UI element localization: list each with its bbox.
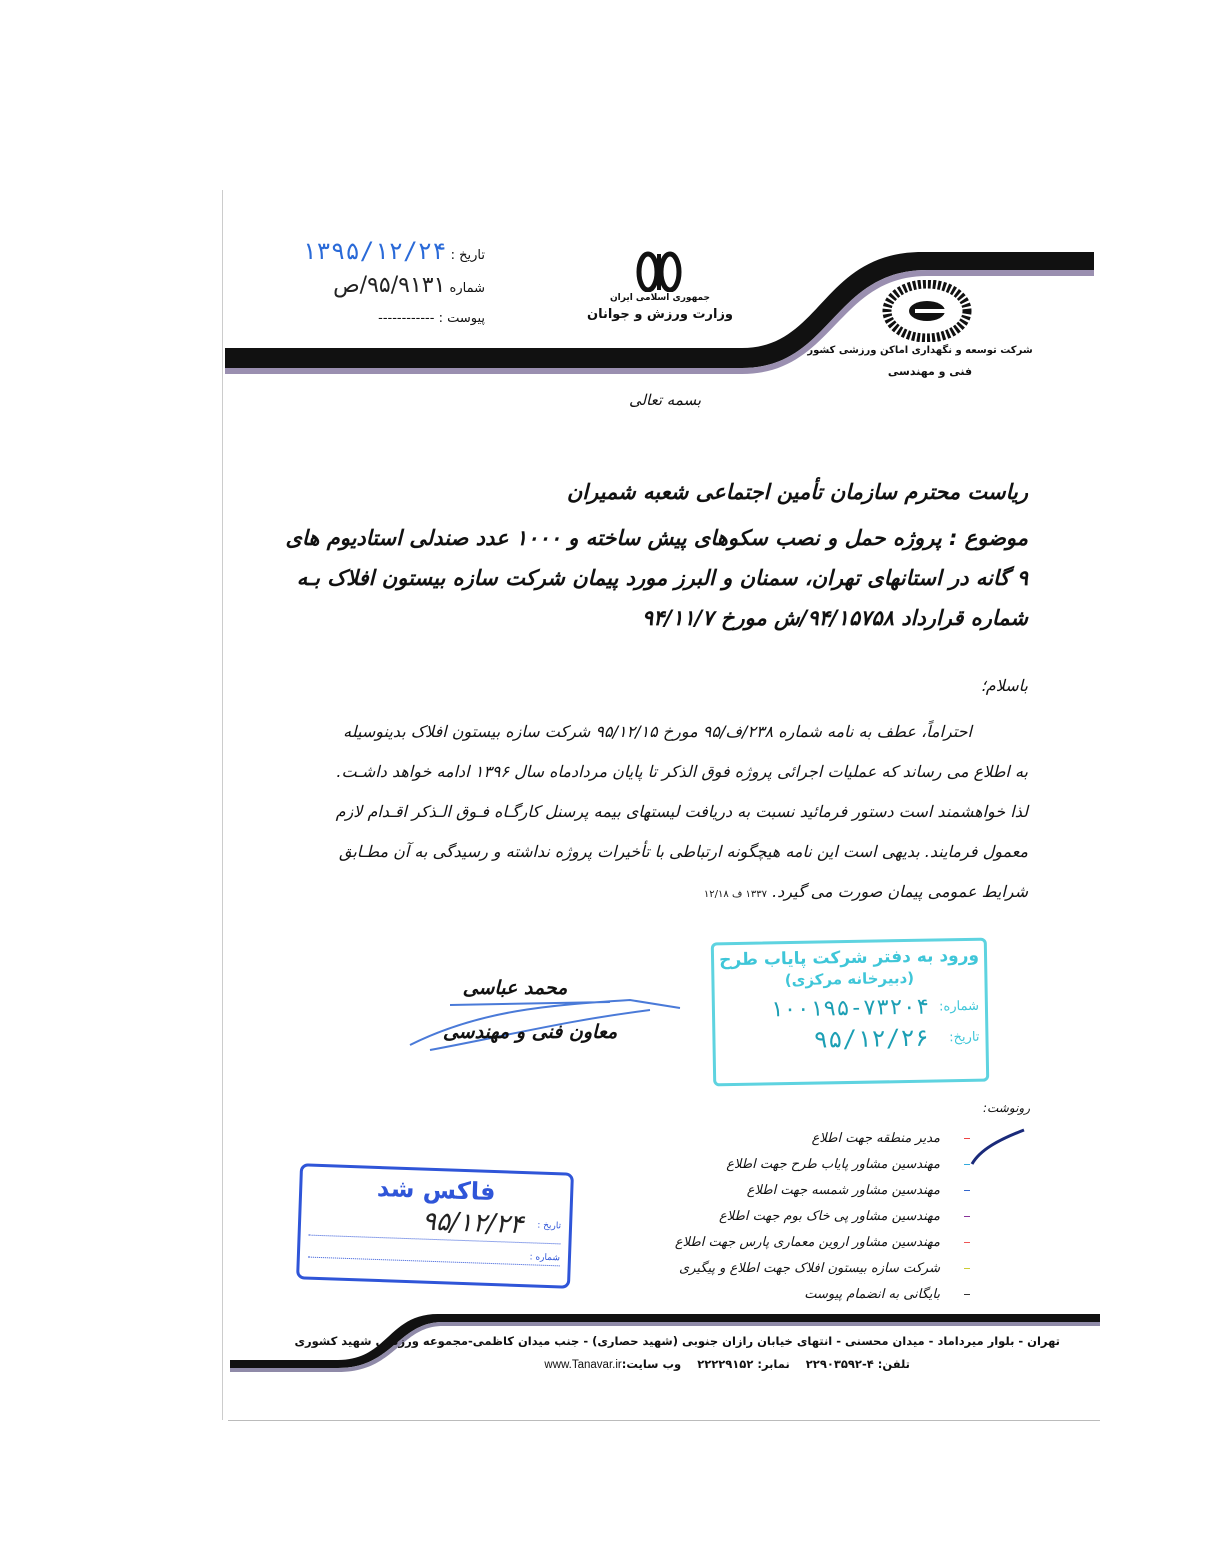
fax-date-row bbox=[309, 1201, 562, 1245]
company-name: شرکت توسعه و نگهداری اماکن ورزشی کشور bbox=[807, 345, 1033, 356]
received-stamp bbox=[711, 938, 989, 1087]
company-dept: فنی و مهندسی bbox=[887, 365, 973, 378]
cc-item bbox=[600, 1256, 970, 1282]
reference-note: ۱۳۳۷ ف ۱۲/۱۸ bbox=[703, 889, 767, 900]
signatory-name: محمد عباسی bbox=[462, 977, 568, 999]
company-logo-icon bbox=[882, 280, 972, 342]
fax-date-value: ۹۵/۱۲/۲۴ bbox=[421, 1206, 524, 1241]
ministry-country: جمهوری اسلامی ایران bbox=[609, 293, 711, 303]
date-value: ۱۳۹۵/۱۲/۲۴ bbox=[301, 237, 447, 265]
cc-list bbox=[600, 1126, 970, 1308]
received-number-label: شماره: bbox=[938, 998, 980, 1014]
bottom-rule bbox=[228, 1420, 1100, 1421]
cc-item-text: شرکت سازه بیستون افلاک جهت اطلاع و پیگیری bbox=[679, 1261, 940, 1276]
body-line: به اطلاع می رساند که عملیات اجرائی پروژه فوق الذکر تا پایان مردادماه سال ۱۳۹۶ ادامه خواهد داشـت. bbox=[336, 762, 1028, 781]
body-line: شرایط عمومی پیمان صورت می گیرد. bbox=[772, 882, 1028, 901]
fax-stamp-title: فاکس شد bbox=[376, 1173, 496, 1207]
subject bbox=[285, 518, 1028, 638]
number-value: ۹۵/۹۱۳۱/ص bbox=[333, 273, 446, 298]
greeting: باسلام؛ bbox=[980, 676, 1028, 695]
footer-address: تهران - بلوار میرداماد - میدان محسنی - انتهای خیابان رازان جنوبی (شهید حصاری) - جنب میدان کاظمی-مجموعه ورزشی شهید کشوری bbox=[294, 1334, 1060, 1348]
received-number-value: ۱۰۰۱۹۵-۷۳۲۰۴ bbox=[769, 994, 930, 1022]
cc-item bbox=[600, 1152, 970, 1178]
cc-item bbox=[600, 1126, 970, 1152]
cc-item bbox=[600, 1204, 970, 1230]
received-stamp-line1: ورود به دفتر شرکت پایاب طرح bbox=[718, 945, 980, 971]
invocation: بسمه تعالی bbox=[628, 391, 702, 409]
footer-fax: نمابر: ۲۲۲۲۹۱۵۲ bbox=[697, 1357, 790, 1371]
subject-line: ۹ گانه در استانهای تهران، سمنان و البرز مورد پیمان شرکت سازه بیستون افلاک بـه bbox=[296, 566, 1028, 590]
received-date-value: ۹۵/۱۲/۲۶ bbox=[813, 1023, 930, 1054]
cc-item bbox=[600, 1282, 970, 1308]
cc-item-text: مهندسین مشاور اروین معماری پارس جهت اطلاع bbox=[674, 1235, 940, 1250]
subject-line: موضوع : پروژه حمل و نصب سکوهای پیش ساخته و ۱۰۰۰ عدد صندلی استادیوم های bbox=[285, 526, 1028, 550]
footer-website[interactable]: www.Tanavar.ir bbox=[544, 1359, 622, 1371]
ministry-name: وزارت ورزش و جوانان bbox=[586, 307, 734, 322]
recipient: ریاست محترم سازمان تأمین اجتماعی شعبه شمیران bbox=[566, 480, 1028, 504]
signatory-title: معاون فنی و مهندسی bbox=[442, 1021, 618, 1043]
footer-contact bbox=[500, 1356, 910, 1373]
received-date-row bbox=[715, 1021, 986, 1058]
body-line: معمول فرمایند. بدیهی است این نامه هیچگونه ارتباطی با تأخیرات پروژه نداشته و رسیدگی به آن مطـابق bbox=[338, 842, 1028, 861]
attachment-value: ------------ bbox=[378, 311, 435, 326]
body-line: احتراماً، عطف به نامه شماره ۲۳۸/ف/۹۵ مورخ ۹۵/۱۲/۱۵ شرکت سازه بیستون افلاک بدینوسیله bbox=[343, 722, 972, 741]
attachment-row bbox=[240, 310, 485, 328]
cc-label: رونوشت: bbox=[982, 1101, 1030, 1115]
date-label: تاریخ : bbox=[450, 248, 485, 263]
cc-item bbox=[600, 1230, 970, 1256]
received-number-row bbox=[715, 991, 985, 1026]
fax-date-label: تاریخ : bbox=[537, 1220, 562, 1232]
cc-item-text: مهندسین مشاور شمسه جهت اطلاع bbox=[746, 1183, 940, 1198]
fax-number-row bbox=[308, 1240, 560, 1267]
fax-stamp bbox=[296, 1163, 574, 1288]
footer-website-label: وب سایت: bbox=[621, 1357, 682, 1371]
body-last-line bbox=[300, 872, 1028, 912]
cc-item bbox=[600, 1178, 970, 1204]
cc-item-text: بایگانی به انضمام پیوست bbox=[804, 1287, 940, 1302]
received-date-label: تاریخ: bbox=[949, 1029, 980, 1045]
attachment-label: پیوست : bbox=[438, 311, 485, 326]
fax-number-label: شماره : bbox=[529, 1252, 561, 1264]
number-row bbox=[240, 272, 485, 303]
iran-emblem-icon bbox=[636, 250, 682, 292]
body-line: لذا خواهشمند است دستور فرمائید نسبت به دریافت لیستهای بیمه پرسنل کارگـاه فـوق الـذکر اقـدام لازم bbox=[335, 802, 1028, 821]
left-margin-line bbox=[222, 190, 223, 1420]
letter-body bbox=[300, 712, 1028, 912]
cc-item-text: مدیر منطقه جهت اطلاع bbox=[811, 1131, 940, 1146]
check-mark-icon bbox=[968, 1128, 1028, 1168]
received-stamp-line2: (دبیرخانه مرکزی) bbox=[784, 968, 915, 990]
number-label: شماره bbox=[449, 281, 485, 296]
subject-line: شماره قرارداد ۹۴/۱۵۷۵۸/ش مورخ ۹۴/۱۱/۷ bbox=[641, 606, 1028, 630]
cc-item-text: مهندسین مشاور پایاب طرح جهت اطلاع bbox=[726, 1157, 940, 1172]
date-row bbox=[240, 236, 485, 271]
cc-item-text: مهندسین مشاور پی خاک بوم جهت اطلاع bbox=[718, 1209, 940, 1224]
footer-phone: تلفن: ۴-۲۲۹۰۳۵۹۲ bbox=[805, 1357, 910, 1371]
